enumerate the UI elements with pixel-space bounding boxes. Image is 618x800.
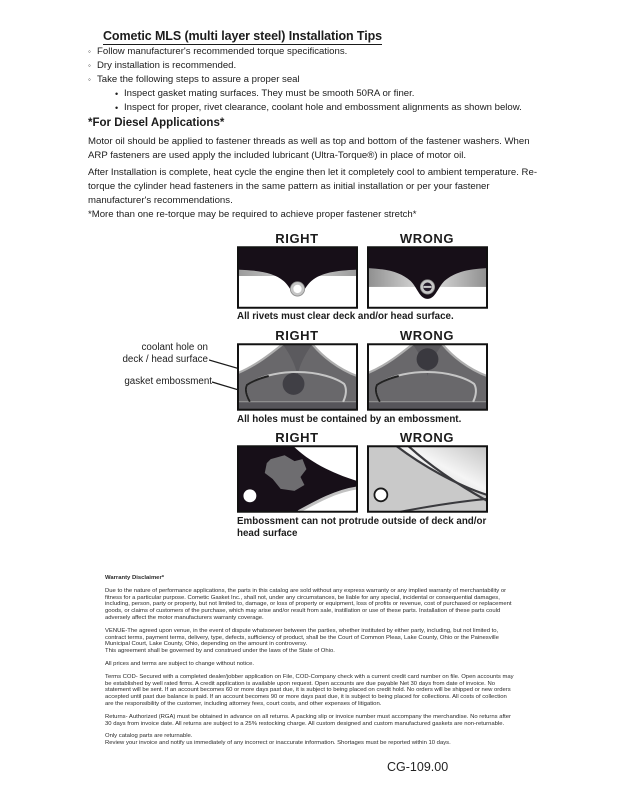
page-code: CG-109.00 (387, 760, 449, 774)
protrusion-wrong-illustration (367, 445, 488, 513)
diagram2-wrong-label: WRONG (399, 328, 455, 343)
list-item-text: Take the following steps to assure a proper seal (97, 74, 300, 85)
bullet-icon: • (115, 103, 119, 113)
protrusion-right-illustration (237, 445, 358, 513)
page-title: Cometic MLS (multi layer steel) Installation Tips (103, 29, 382, 43)
list-item (88, 45, 558, 59)
list-item (88, 59, 558, 73)
rivet-clearance-wrong-illustration (367, 246, 488, 309)
warranty-paragraph: All prices and terms are subject to change without notice. (105, 660, 254, 667)
diagram3-right-label: RIGHT (275, 430, 319, 445)
installation-tips-list (88, 45, 558, 115)
embossment-right-illustration (237, 343, 358, 411)
diagram2-right-label: RIGHT (275, 328, 319, 343)
diagram3-wrong-label: WRONG (399, 430, 455, 445)
list-item (115, 101, 558, 115)
bullet-icon: ◦ (88, 47, 91, 56)
warranty-paragraph: VENUE-The agreed upon venue, in the event of dispute whatsoever between the parties, whether instituted by either party, including, but not limited to, contract terms, payment terms, delivery, type, defects, sufficiency of product, shall be the Court of Common Pleas, Lake County, Ohio or the Painesville Municipal Court, Lake County, Ohio, depending on the amount in controversy. (105, 627, 499, 648)
bullet-icon: • (115, 89, 119, 99)
warranty-paragraph: Terms COD- Secured with a completed dealer/jobber application on File, COD-Company check with a current credit card number on file. Open accounts may be established by well rated firms. A credit application is available upon request. Open accounts are due payable Net 30 days from date of invoice. No statement will be sent. If an account becomes 60 or more days past due, it is subject to being placed on credit hold. No orders will be shipped or new orders accepted until past due balance is paid. If an account becomes 90 or more days past due, it is subject to being placed for collections. All costs of collection are the responsibility of the customer, including attorney fees, court costs, and other expenses of litigation. (105, 673, 514, 707)
bullet-icon: ◦ (88, 75, 91, 84)
embossment-wrong-illustration (367, 343, 488, 411)
diagram2-caption: All holes must be contained by an embossment. (237, 414, 462, 425)
diagram2-wrong-panel (367, 343, 488, 411)
warranty-disclaimer (105, 575, 515, 753)
diagram1-wrong-panel (367, 246, 488, 309)
diagram3-caption: Embossment can not protrude outside of deck and/or head surface (237, 516, 487, 539)
diagram2-right-panel (237, 343, 358, 411)
rivet-clearance-right-illustration (237, 246, 358, 309)
warranty-paragraph: Due to the nature of performance applications, the parts in this catalog are sold without any express warranty or any implied warranty of merchantability or fitness for a particular purpose. Cometic Gasket Inc., shall not, under any circumstances, be liable for any special, incidental or consequential damages, including, person, party or property, but not limited to, damage, or loss of property or equipment, loss of profits or revenue, cost of purchased or replacement goods, or claims of customers of the purchase, which may arise and/or result from sale, instillation or use of these parts. Installation of these parts could adversely affect the motor manufacturers warranty coverage. (105, 587, 512, 621)
list-item (115, 87, 558, 101)
diesel-paragraph-2: After Installation is complete, heat cycle the engine then let it completely cool to ambient temperature. Re-torque the cylinder head fasteners in the same pattern as initial installation or per your fastener manufacturer's recommendations. (88, 167, 538, 206)
coolant-hole-annotation: coolant hole on deck / head surface (122, 342, 208, 365)
diesel-paragraph-1: Motor oil should be applied to fastener threads as well as top and bottom of the fastener washers. When ARP fasteners are used apply the included lubricant (Ultra-Torque®) in place of motor oil. (88, 136, 530, 161)
diagram1-right-label: RIGHT (275, 231, 319, 246)
warranty-heading: Warranty Disclaimer* (105, 575, 165, 581)
bullet-icon: ◦ (88, 61, 91, 70)
list-item-text: Dry installation is recommended. (97, 60, 237, 71)
list-item-text: Inspect gasket mating surfaces. They must be smooth 50RA or finer. (124, 88, 415, 99)
diagram1-right-panel (237, 246, 358, 309)
list-item-text: Inspect for proper, rivet clearance, coolant hole and embossment alignments as shown below. (124, 102, 522, 113)
warranty-paragraph: This agreement shall be governed by and construed under the laws of the State of Ohio. (105, 648, 335, 655)
diagram1-caption: All rivets must clear deck and/or head surface. (237, 311, 454, 322)
list-item-text: Follow manufacturer's recommended torque specifications. (97, 46, 348, 57)
warranty-paragraph: Review your invoice and notify us immediately of any incorrect or inaccurate information. Shortages must be reported within 10 days. (105, 740, 451, 747)
warranty-paragraph: Returns- Authorized (RGA) must be obtained in advance on all returns. A packing slip or invoice number must accompany the merchandise. No returns after 30 days from invoice date. All returns are subject to a 25% restocking charge. All custom designed and custom manufactured gaskets are non-returnable. (105, 713, 512, 727)
diagram3-wrong-panel (367, 445, 488, 513)
diagram1-wrong-label: WRONG (399, 231, 455, 246)
retorque-note: *More than one re-torque may be required to achieve proper fastener stretch* (88, 209, 417, 220)
diesel-section-heading: *For Diesel Applications* (88, 117, 225, 129)
gasket-embossment-annotation: gasket embossment (124, 376, 212, 387)
warranty-paragraph: Only catalog parts are returnable. (105, 733, 193, 740)
list-item (88, 73, 558, 87)
diagram3-right-panel (237, 445, 358, 513)
